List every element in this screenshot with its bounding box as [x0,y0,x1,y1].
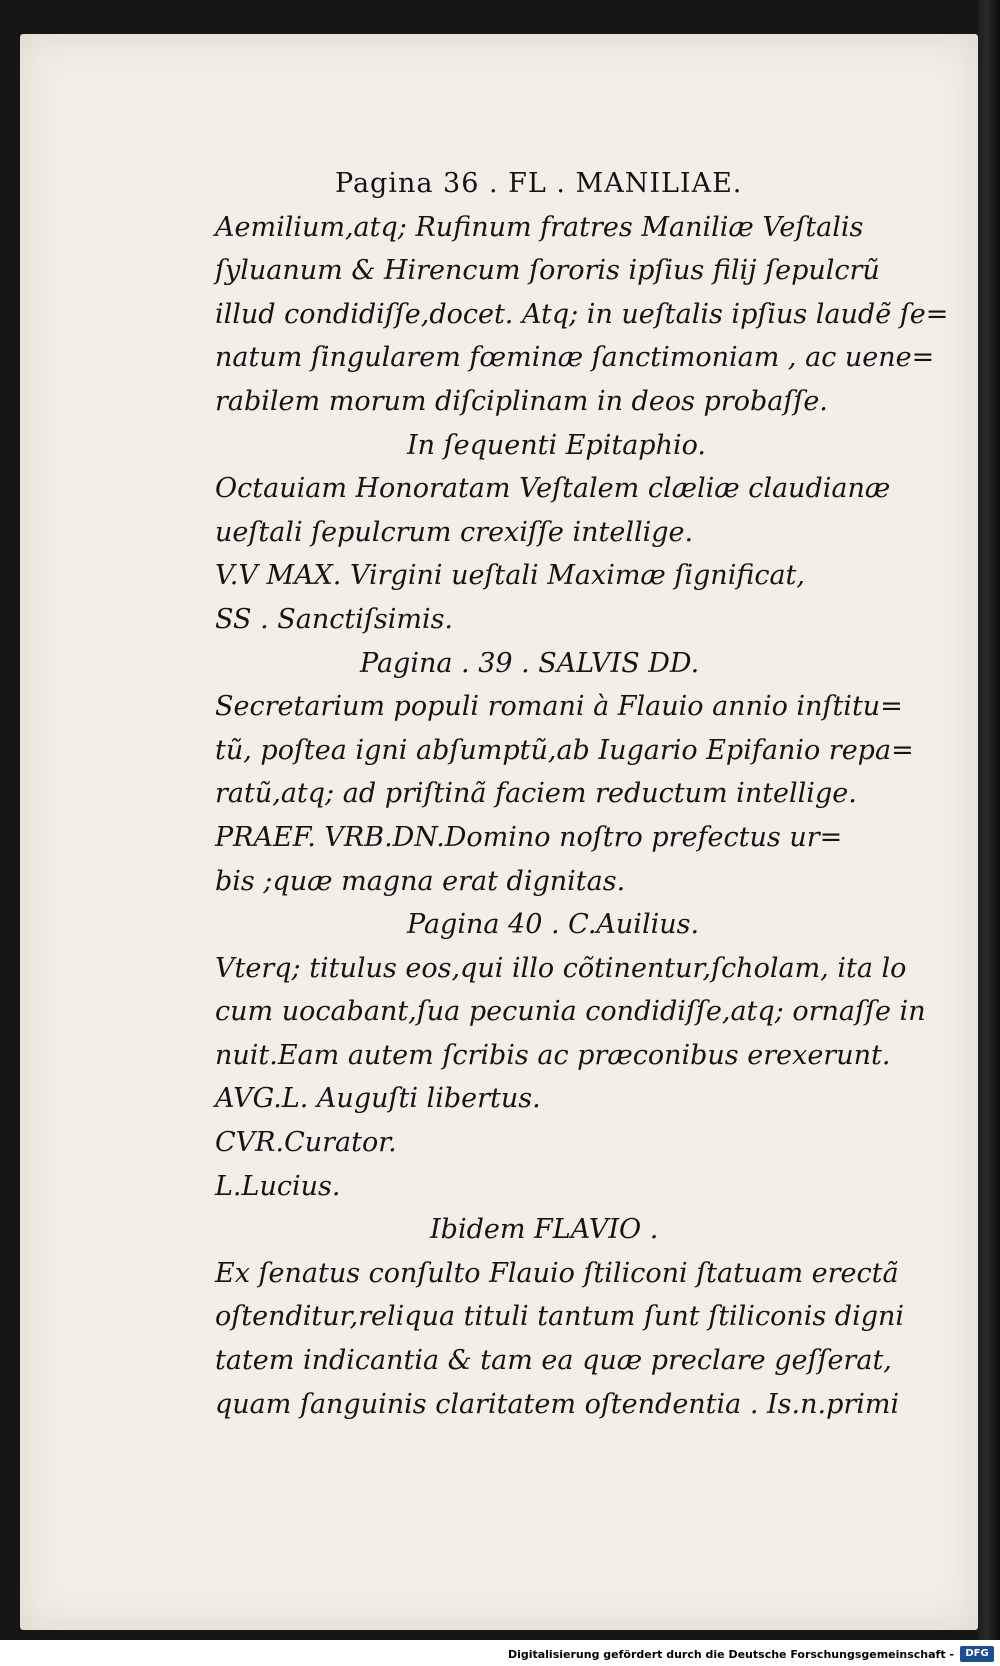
text-line: Ex ſenatus conſulto Flauio ſtiliconi ſtatuam erectã [215,1257,899,1289]
text-line: ſyluanum & Hirencum ſororis ipſius filij ſepulcrũ [215,255,880,287]
dfg-logo-icon: DFG [960,1646,994,1662]
text-line: Aemilium,atq; Rufinum fratres Maniliæ Veſtalis [215,211,864,243]
funding-notice: Digitalisierung gefördert durch die Deutsche Forschungsgemeinschaft - [507,1648,954,1661]
book-spine-edge [978,0,1000,1640]
text-line: AVG.L. Auguſti libertus. [215,1083,541,1115]
section-heading: Pagina . 39 . SALVIS DD. [360,647,700,679]
text-line: Vterq; titulus eos,qui illo cõtinentur,ſcholam, ita lo [215,952,907,984]
section-heading: Ibidem FLAVIO . [430,1214,659,1246]
digitization-footer [0,1640,1000,1666]
text-line: cum uocabant,ſua pecunia condidiſſe,atq; ornaſſe in [215,996,926,1028]
text-line: ratũ,atq; ad priſtinã faciem reductum intellige. [215,778,857,810]
section-heading: Pagina 40 . C.Auilius. [407,909,700,941]
text-line: CVR.Curator. [215,1127,397,1159]
running-header: Pagina 36 . FL . MANILIAE. [335,168,743,199]
text-line: quam ſanguinis claritatem oſtendentia . Is.n.primi [215,1388,900,1420]
text-line: ueſtali ſepulcrum crexiſſe intellige. [215,516,694,548]
book-page [20,34,978,1630]
text-line: tatem indicantia & tam ea quæ preclare geſſerat, [215,1345,892,1377]
text-line: bis ;quæ magna erat dignitas. [215,865,626,897]
text-line: SS . Sanctiſsimis. [215,603,454,635]
text-line: L.Lucius. [215,1170,341,1202]
text-line: Octauiam Honoratam Veſtalem clæliæ claudianæ [215,473,891,505]
text-line: natum ſingularem fœminæ ſanctimoniam , ac uene= [215,342,935,374]
text-line: tũ, poſtea igni abſumptũ,ab Iugario Epifanio repa= [215,734,914,766]
text-line: oſtenditur,reliqua tituli tantum ſunt ſtiliconis digni [215,1301,905,1333]
text-line: rabilem morum diſciplinam in deos probaſſe. [215,385,828,417]
text-line: nuit.Eam autem ſcribis ac præconibus erexerunt. [215,1039,891,1071]
text-line: Secretarium populi romani à Flauio annio inſtitu= [215,691,903,723]
section-heading: In ſequenti Epitaphio. [407,429,706,461]
text-line: PRAEF. VRB.DN.Domino noſtro prefectus ur= [215,821,843,853]
text-line: V.V MAX. Virgini ueſtali Maximæ ſignificat, [215,560,805,592]
page-text [215,162,955,1426]
text-line: illud condidiſſe,docet. Atq; in ueſtalis ipſius laudẽ ſe= [215,298,949,330]
